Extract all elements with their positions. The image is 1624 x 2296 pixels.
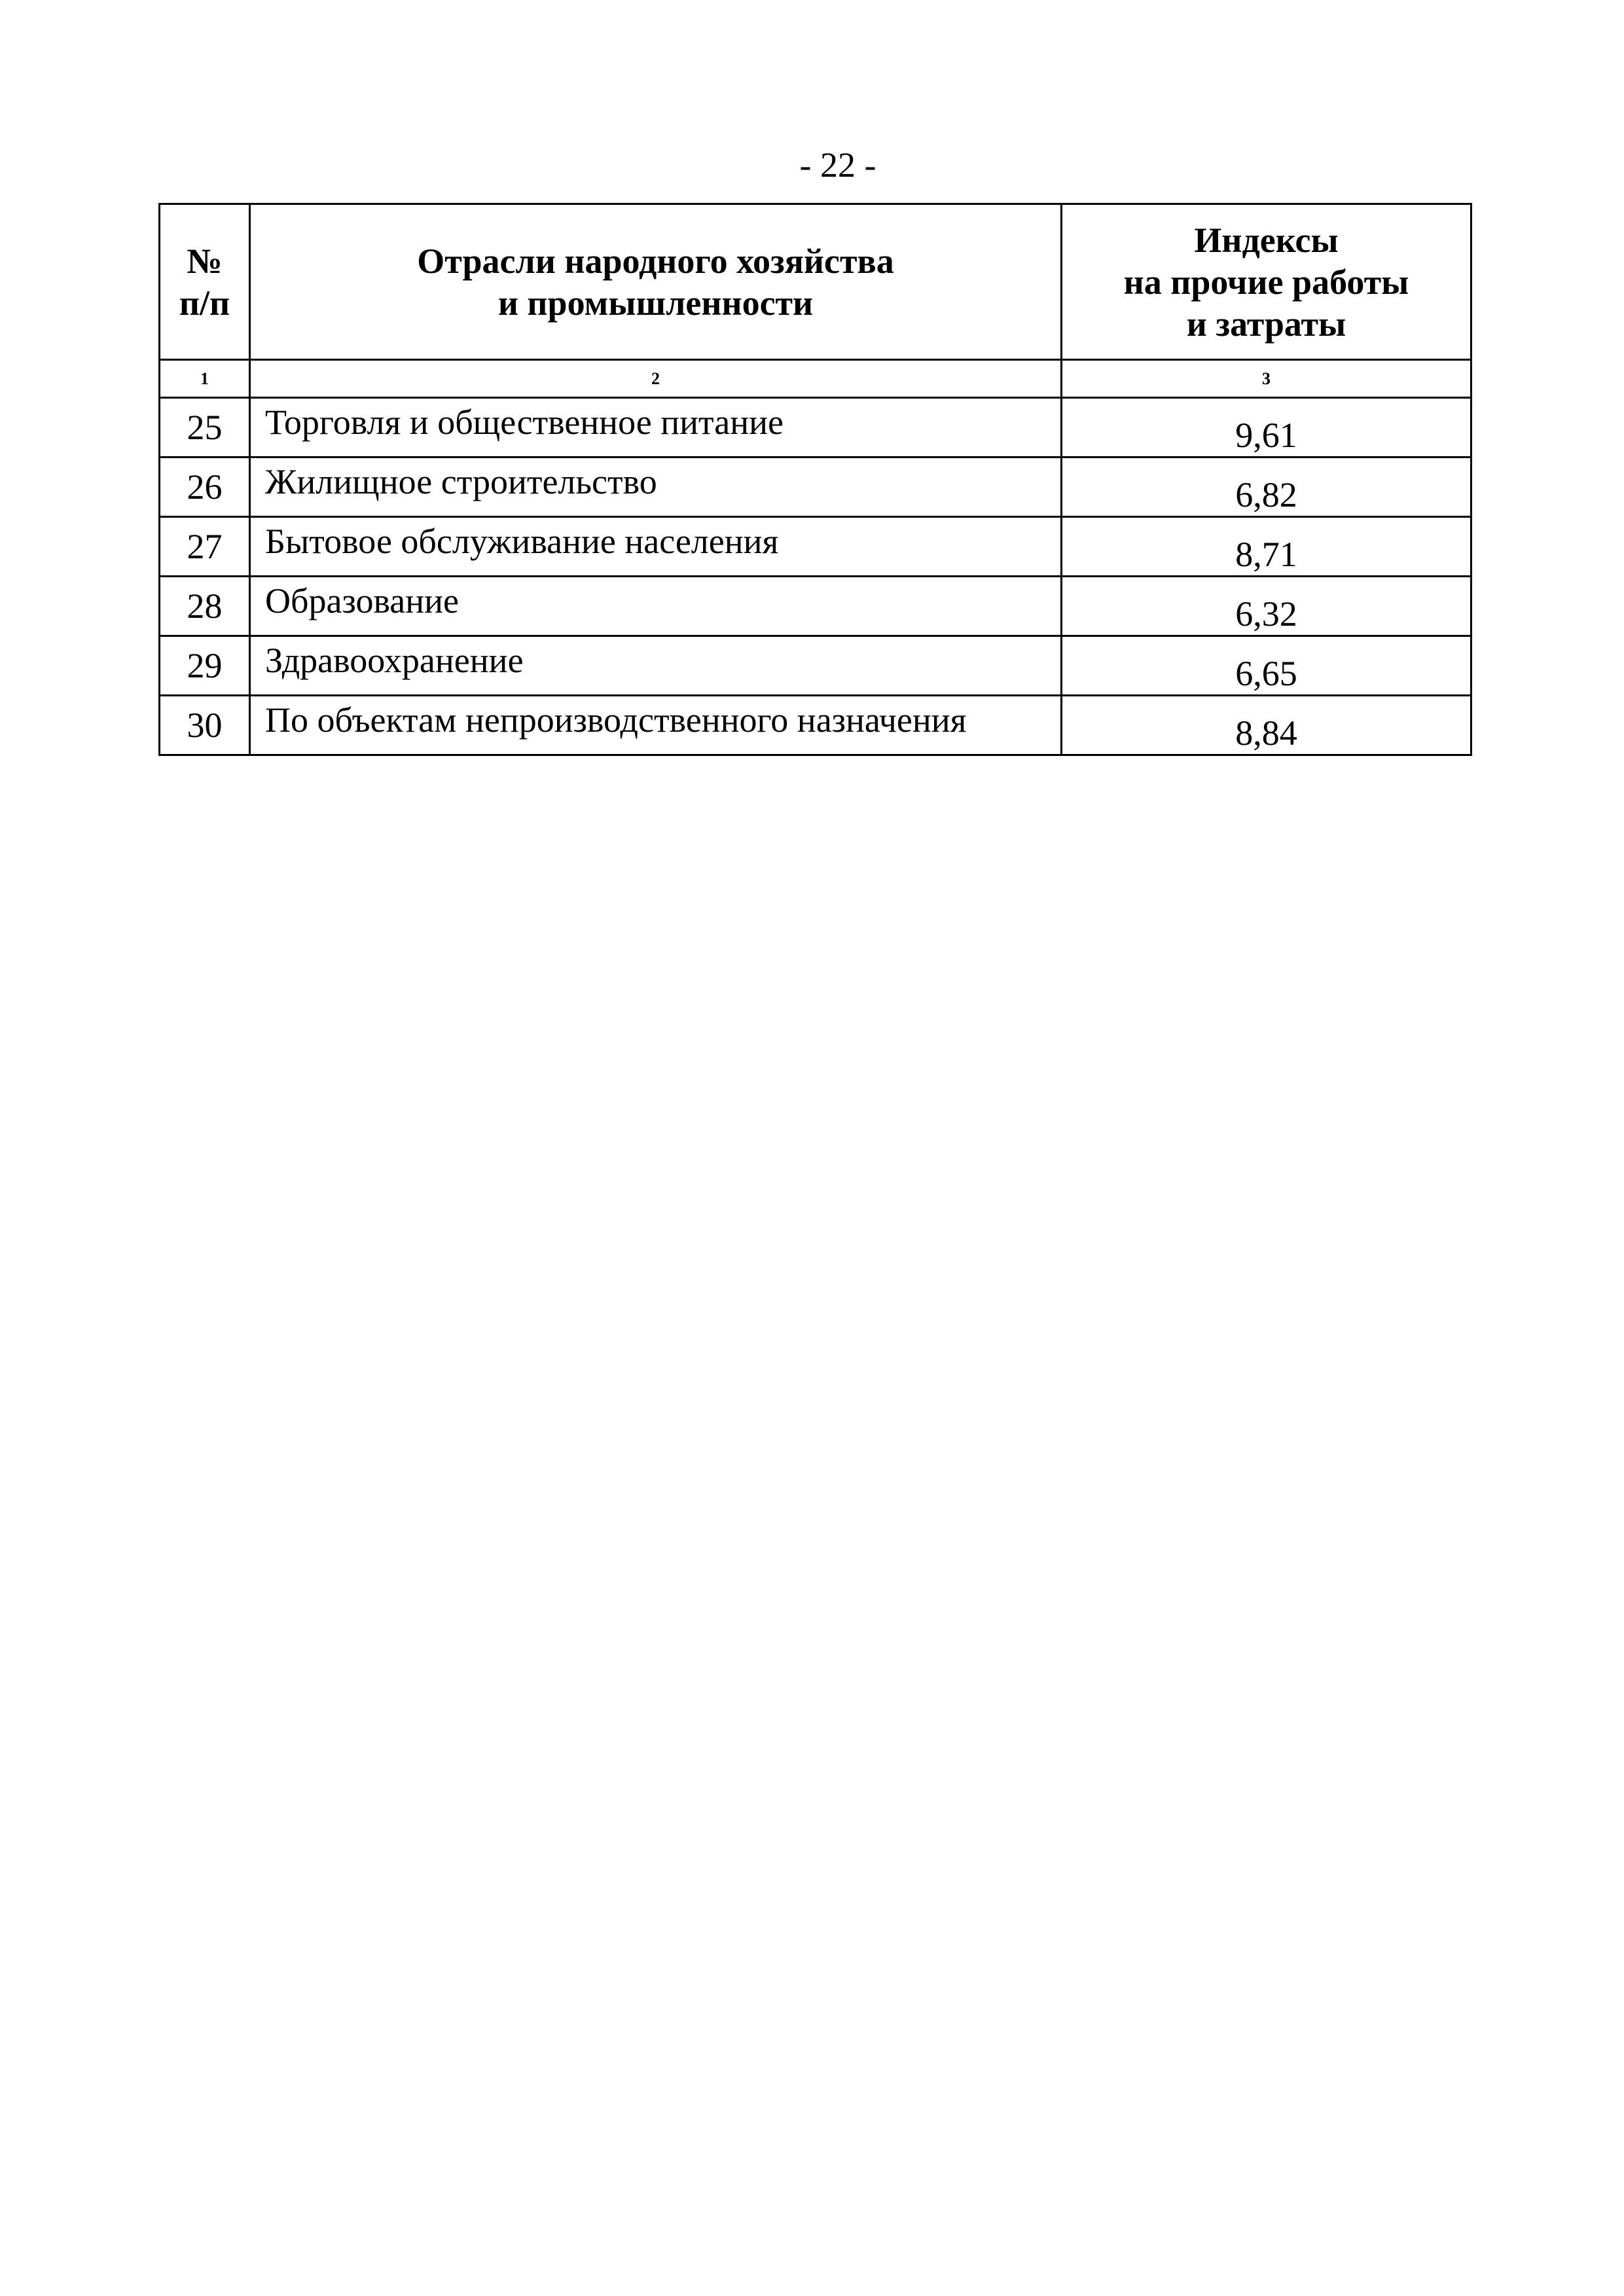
row-index-value: 8,71 xyxy=(1062,517,1471,577)
header-index-line: Индексы xyxy=(1194,220,1339,260)
column-number: 1 xyxy=(160,360,250,398)
header-sector xyxy=(250,204,1062,360)
row-number: 29 xyxy=(160,636,250,696)
page-number: - 22 - xyxy=(799,145,876,185)
header-number-line: № xyxy=(187,241,223,281)
header-index xyxy=(1062,204,1471,360)
row-index-value: 6,65 xyxy=(1062,636,1471,696)
header-index-line: и затраты xyxy=(1186,304,1346,344)
table-header-row xyxy=(160,204,1471,360)
row-index-value: 6,32 xyxy=(1062,577,1471,636)
column-number: 2 xyxy=(250,360,1062,398)
table-row xyxy=(160,398,1471,457)
row-number: 28 xyxy=(160,577,250,636)
table-row xyxy=(160,577,1471,636)
column-numbers-row xyxy=(160,360,1471,398)
header-sector-line: Отрасли народного хозяйства xyxy=(417,241,894,281)
header-number xyxy=(160,204,250,360)
row-number: 26 xyxy=(160,457,250,517)
row-sector-name: Торговля и общественное питание xyxy=(250,398,1062,457)
header-sector-line: и промышленности xyxy=(497,283,814,323)
row-sector-name: Образование xyxy=(250,577,1062,636)
table-row xyxy=(160,696,1471,755)
row-sector-name: Бытовое обслуживание населения xyxy=(250,517,1062,577)
table-row xyxy=(160,457,1471,517)
header-index-line: на прочие работы xyxy=(1123,262,1409,302)
header-number-line: п/п xyxy=(179,283,230,323)
row-number: 30 xyxy=(160,696,250,755)
row-number: 25 xyxy=(160,398,250,457)
table-row xyxy=(160,636,1471,696)
row-number: 27 xyxy=(160,517,250,577)
row-index-value: 6,82 xyxy=(1062,457,1471,517)
row-index-value: 8,84 xyxy=(1062,696,1471,755)
row-index-value: 9,61 xyxy=(1062,398,1471,457)
indices-table xyxy=(158,203,1472,756)
column-number: 3 xyxy=(1062,360,1471,398)
row-sector-name: Здравоохранение xyxy=(250,636,1062,696)
row-sector-name: По объектам непроизводственного назначения xyxy=(250,696,1062,755)
table-row xyxy=(160,517,1471,577)
row-sector-name: Жилищное строительство xyxy=(250,457,1062,517)
